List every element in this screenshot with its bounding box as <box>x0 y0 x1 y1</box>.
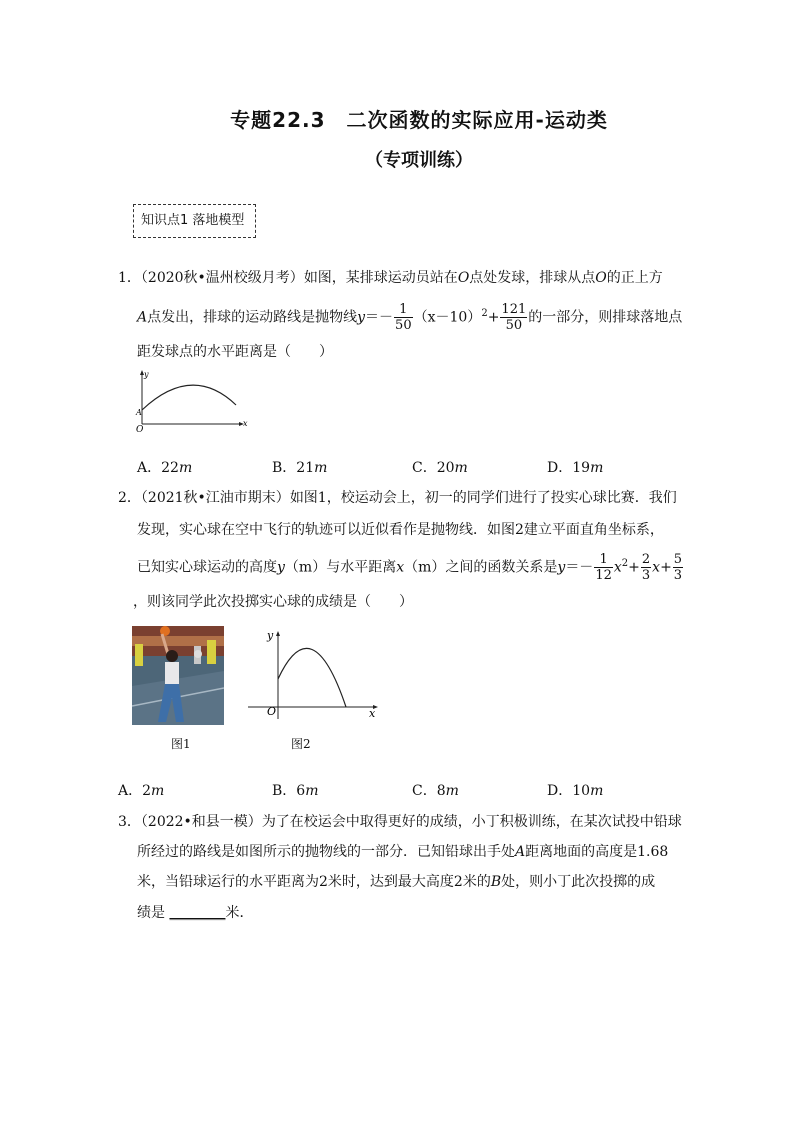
q3-line2: 所经过的路线是如图所示的抛物线的一部分．已知铅球出手处A距离地面的高度是1.68 <box>137 844 669 860</box>
q1-option-a[interactable]: A．22m <box>137 460 193 476</box>
y-label: y <box>144 370 149 379</box>
page-subtitle: （专项训练） <box>365 150 473 171</box>
q1-number: 1． <box>118 270 141 286</box>
figure-2-caption: 图2 <box>291 737 311 751</box>
q2-line2: 发现，实心球在空中飞行的轨迹可以近似看作是抛物线．如图2建立平面直角坐标系， <box>137 522 664 538</box>
x-label: x <box>369 707 376 720</box>
q1-fraction-1: $\frac{1}{50}$ <box>395 302 412 333</box>
knowledge-point-box: 知识点1 落地模型 <box>133 204 256 238</box>
q2-option-d[interactable]: D．10m <box>547 783 604 799</box>
q3-source: （2022•和县一模） <box>140 814 262 830</box>
q1-option-d[interactable]: D．19m <box>547 460 604 476</box>
q1-option-b[interactable]: B．21m <box>272 460 328 476</box>
q3-answer-blank[interactable]: ________ <box>169 905 226 921</box>
origin-label: O <box>267 705 277 718</box>
q3-line1: 3．（2022•和县一模）为了在校运会中取得更好的成绩，小丁积极训练，在某次试投中铅球 <box>118 814 682 830</box>
q3-number: 3． <box>118 814 141 830</box>
q1-source: （2020秋•温州校级月考） <box>140 270 304 286</box>
q2-fraction-3: $\frac{5}{3}$ <box>673 552 683 583</box>
figure-1-caption: 图1 <box>171 737 191 751</box>
page-title: 专题22.3 二次函数的实际应用-运动类 <box>230 108 608 132</box>
q1-parabola <box>142 385 236 410</box>
q2-line1: 2．（2021秋•江油市期末）如图1，校运动会上，初一的同学们进行了投实心球比赛．我们 <box>118 490 677 506</box>
q1-fraction-2: $\frac{121}{50}$ <box>501 302 527 333</box>
q2-fraction-1: $\frac{1}{12}$ <box>595 552 612 583</box>
x-label: x <box>243 419 248 428</box>
q2-option-c[interactable]: C．8m <box>412 783 459 799</box>
q1-parabola-figure <box>132 368 250 436</box>
y-label: y <box>267 629 274 642</box>
q3-line4: 绩是 ________米． <box>137 905 254 921</box>
q1-line2: A点发出，排球的运动路线是抛物线y＝－ $\frac{1}{50}$ $(x-10)^2+$ $\frac{121}{50}$ 的一部分，则排球落地点 <box>137 302 683 333</box>
origin-label: O <box>136 425 144 435</box>
q2-parabola <box>278 648 346 707</box>
shot-put-photo <box>132 626 224 725</box>
q2-number: 2． <box>118 490 141 506</box>
q2-source: （2021秋•江油市期末） <box>140 490 290 506</box>
q2-option-a[interactable]: A．2m <box>118 783 165 799</box>
q2-parabola-figure <box>242 626 382 721</box>
q2-option-b[interactable]: B．6m <box>272 783 319 799</box>
q1-option-c[interactable]: C．20m <box>412 460 468 476</box>
q2-line4: ，则该同学此次投掷实心球的成绩是（ ） <box>133 594 413 610</box>
q2-fraction-2: $\frac{2}{3}$ <box>641 552 651 583</box>
q1-line3: 距发球点的水平距离是（ ） <box>137 344 333 360</box>
q2-line3: 已知实心球运动的高度y（m）与水平距离x（m）之间的函数关系是y＝－ $\frac{1}{12}$ $x^2+$ $\frac{2}{3}$ x+ $\frac{5}{3}$ <box>137 552 683 583</box>
point-a-label: A <box>136 408 142 417</box>
q1-line1: 1．（2020秋•温州校级月考）如图，某排球运动员站在O点处发球，排球从点O的正上方 <box>118 270 663 286</box>
q3-line3: 米，当铅球运行的水平距离为2米时，达到最大高度2米的B处，则小丁此次投掷的成 <box>137 874 656 890</box>
